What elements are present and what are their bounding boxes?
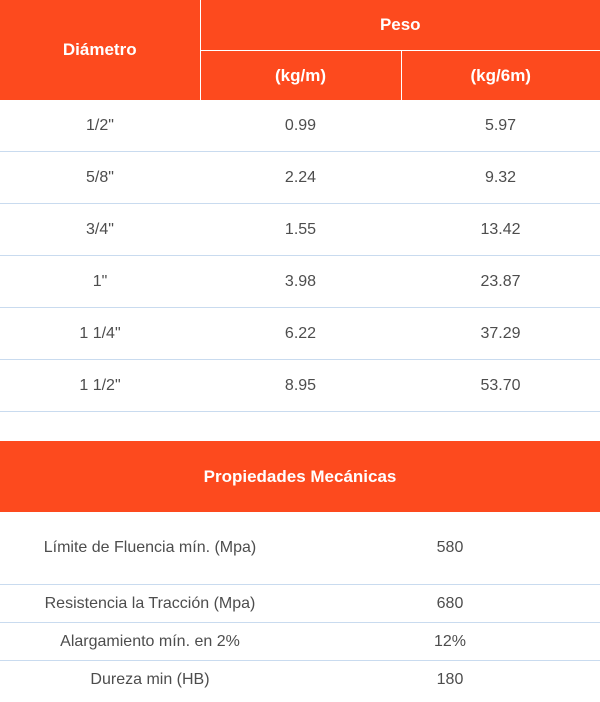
property-label: Límite de Fluencia mín. (Mpa) <box>0 512 300 585</box>
property-label: Resistencia la Tracción (Mpa) <box>0 585 300 623</box>
property-row <box>0 512 600 585</box>
kg-per-m-cell: 3.98 <box>200 256 401 308</box>
kg-per-m-cell: 6.22 <box>200 308 401 360</box>
property-label: Dureza min (HB) <box>90 671 210 688</box>
kg-per-6m-cell: 53.70 <box>401 360 600 412</box>
property-row <box>0 585 600 623</box>
diameter-cell: 3/4" <box>0 204 200 256</box>
property-value: 580 <box>300 512 600 585</box>
unit-kg-per-m-header: (kg/m) <box>200 51 401 101</box>
table-row <box>0 360 600 412</box>
diameter-cell: 1/2" <box>0 100 200 152</box>
kg-per-6m-cell: 23.87 <box>401 256 600 308</box>
table-row <box>0 256 600 308</box>
kg-per-m-cell: 0.99 <box>200 100 401 152</box>
weight-header: Peso <box>200 0 600 51</box>
diameter-cell: 1 1/4" <box>0 308 200 360</box>
kg-per-m-cell: 2.24 <box>200 152 401 204</box>
kg-per-m-cell: 1.55 <box>200 204 401 256</box>
table-row <box>0 100 600 152</box>
diameter-cell: 5/8" <box>0 152 200 204</box>
property-value: 680 <box>300 585 600 623</box>
property-row <box>0 661 600 700</box>
kg-per-6m-cell: 13.42 <box>401 204 600 256</box>
diameter-cell: 1" <box>0 256 200 308</box>
table-row <box>0 204 600 256</box>
kg-per-6m-cell: 37.29 <box>401 308 600 360</box>
mechanical-properties-title: Propiedades Mecánicas <box>0 441 600 512</box>
property-label: Alargamiento mín. en 2% <box>0 623 300 661</box>
property-row <box>0 623 600 661</box>
diameter-cell: 1 1/2" <box>0 360 200 412</box>
table-row <box>0 152 600 204</box>
property-value: 12% <box>300 623 600 661</box>
property-value: 180 <box>436 671 464 688</box>
mechanical-properties-table <box>0 441 600 699</box>
kg-per-m-cell: 8.95 <box>200 360 401 412</box>
kg-per-6m-cell: 9.32 <box>401 152 600 204</box>
table-row <box>0 308 600 360</box>
diameter-header: Diámetro <box>0 0 200 100</box>
unit-kg-per-6m-header: (kg/6m) <box>401 51 600 101</box>
kg-per-6m-cell: 5.97 <box>401 100 600 152</box>
